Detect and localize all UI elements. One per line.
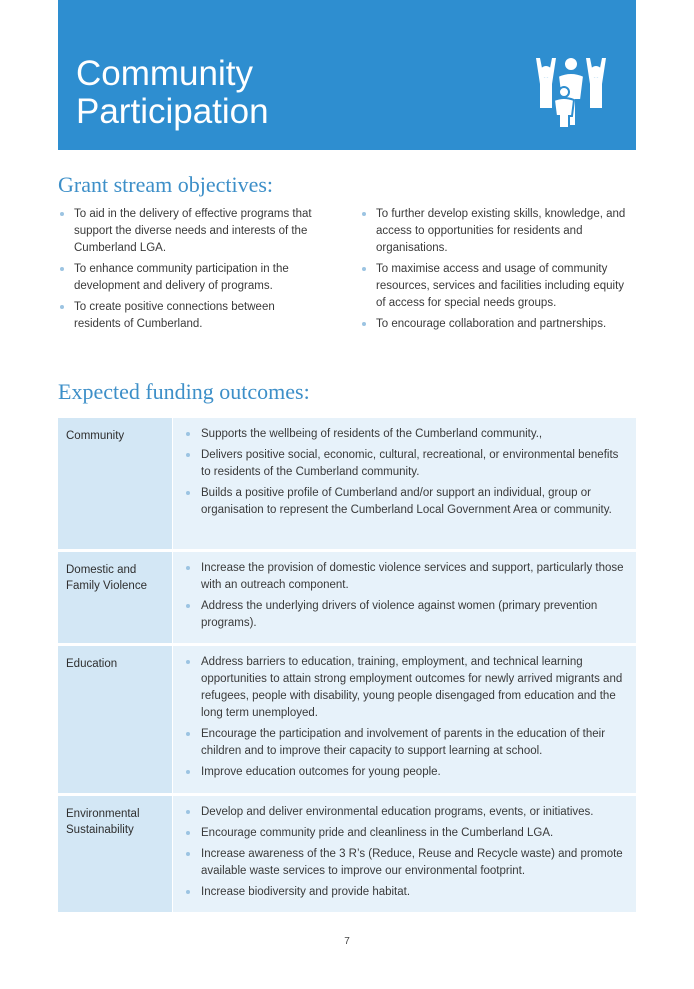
outcome-items-cell <box>173 418 636 549</box>
objectives-right-list <box>361 206 631 337</box>
outcome-items-cell <box>173 646 636 793</box>
outcome-items-cell <box>173 552 636 643</box>
list-item: Increase biodiversity and provide habitat. <box>185 884 626 901</box>
list-item: To create positive connections between residents of Cumberland. <box>59 299 321 333</box>
outcome-items-cell <box>173 796 636 912</box>
page-number: 7 <box>344 936 350 947</box>
outcomes-heading: Expected funding outcomes: <box>58 379 310 404</box>
table-row <box>58 646 636 793</box>
outcomes-table <box>58 418 636 915</box>
objectives-left-list <box>59 206 321 337</box>
page-title <box>76 55 269 131</box>
objectives-heading: Grant stream objectives: <box>58 172 274 197</box>
list-item: Improve education outcomes for young people. <box>185 764 626 781</box>
outcome-category-label: Community <box>58 418 172 549</box>
list-item: Increase awareness of the 3 R’s (Reduce, Reuse and Recycle waste) and promote available waste services to improve our environmental footprint. <box>185 846 626 880</box>
list-item: Increase the provision of domestic violence services and support, particularly those with an outreach component. <box>185 560 626 594</box>
header-banner <box>58 0 636 150</box>
outcome-items-list <box>185 560 626 632</box>
list-item: Encourage the participation and involvement of parents in the education of their children and to improve their capacity to support learning at school. <box>185 726 626 760</box>
list-item: Encourage community pride and cleanliness in the Cumberland LGA. <box>185 825 626 842</box>
community-people-icon <box>534 56 610 128</box>
list-item: Address the underlying drivers of violence against women (primary prevention programs). <box>185 598 626 632</box>
list-item: Supports the wellbeing of residents of the Cumberland community., <box>185 426 626 443</box>
outcome-category-label: Domestic and Family Violence <box>58 552 172 643</box>
table-row <box>58 418 636 549</box>
title-line-1: Community <box>76 54 253 93</box>
outcome-category-label: Education <box>58 646 172 793</box>
outcome-items-list <box>185 654 626 781</box>
list-item: Delivers positive social, economic, cultural, recreational, or environmental benefits to residents of the Cumberland community. <box>185 447 626 481</box>
list-item: Develop and deliver environmental education programs, events, or initiatives. <box>185 804 626 821</box>
title-line-2: Participation <box>76 92 269 131</box>
outcome-category-label: Environmental Sustainability <box>58 796 172 912</box>
table-row <box>58 796 636 912</box>
outcome-items-list <box>185 804 626 901</box>
outcome-items-list <box>185 426 626 519</box>
list-item: Address barriers to education, training, employment, and technical learning opportunities to attain strong employment outcomes for newly arrived migrants and refugees, people with disability, young people disengaged from education and the long term unemployed. <box>185 654 626 722</box>
list-item: Builds a positive profile of Cumberland and/or support an individual, group or organisation to represent the Cumberland Local Government Area or community. <box>185 485 626 519</box>
list-item: To aid in the delivery of effective programs that support the diverse needs and interests of the Cumberland LGA. <box>59 206 321 257</box>
list-item: To maximise access and usage of community resources, services and facilities including equity of access for special needs groups. <box>361 261 631 312</box>
table-row <box>58 552 636 643</box>
list-item: To enhance community participation in the development and delivery of programs. <box>59 261 321 295</box>
list-item: To encourage collaboration and partnerships. <box>361 316 631 333</box>
list-item: To further develop existing skills, knowledge, and access to opportunities for residents and organisations. <box>361 206 631 257</box>
